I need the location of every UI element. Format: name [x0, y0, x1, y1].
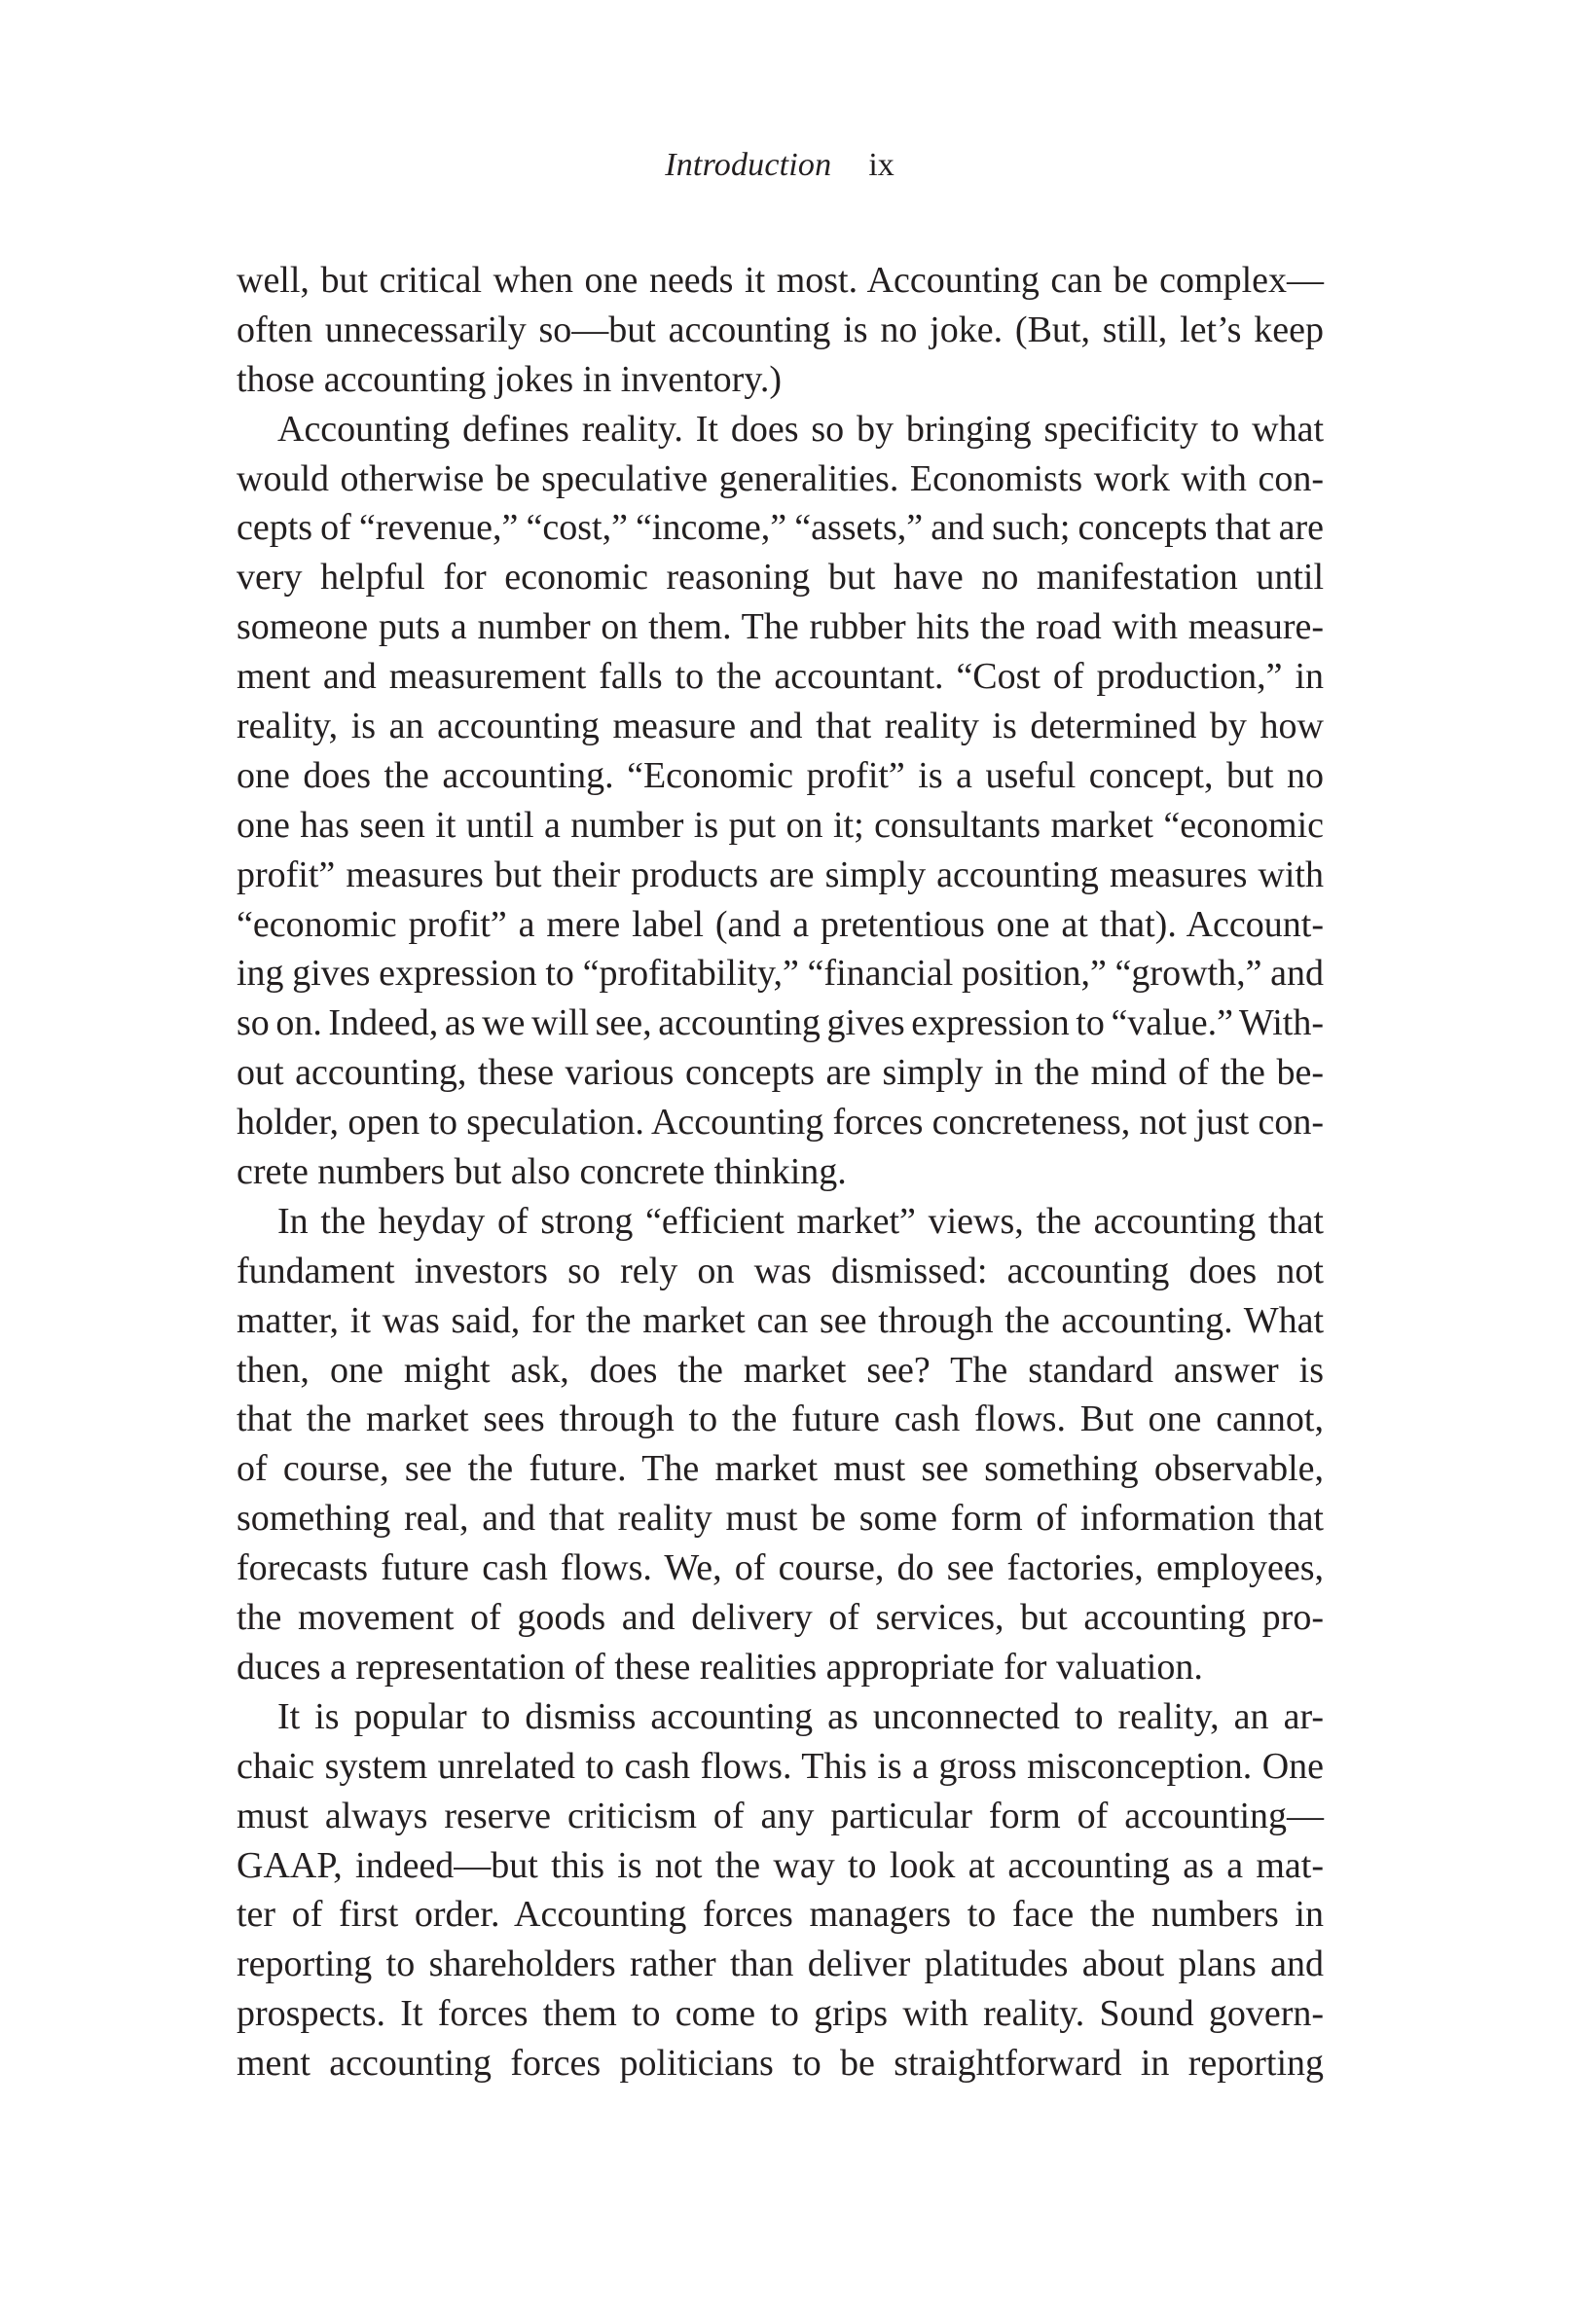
- text-line: out accounting, these various concepts are simply in the mind of the be-: [237, 1052, 1324, 1094]
- paragraph-2: [237, 405, 1324, 1197]
- text-line: forecasts future cash flows. We, of course, do see factories, employees,: [237, 1547, 1324, 1589]
- paragraph-3: [237, 1197, 1324, 1692]
- text-line: crete numbers but also concrete thinking.: [237, 1151, 847, 1193]
- text-line: cepts of “revenue,” “cost,” “income,” “assets,” and such; concepts that are: [237, 507, 1324, 549]
- text-line: one does the accounting. “Economic profit” is a useful concept, but no: [237, 754, 1324, 796]
- paragraph-4: [237, 1692, 1324, 2088]
- text-line: chaic system unrelated to cash flows. This is a gross misconception. One: [237, 1745, 1324, 1787]
- text-line: that the market sees through to the future cash flows. But one cannot,: [237, 1398, 1324, 1440]
- text-line: It is popular to dismiss accounting as unconnected to reality, an ar-: [277, 1695, 1324, 1737]
- text-line: someone puts a number on them. The rubber hits the road with measure-: [237, 606, 1324, 648]
- text-line: would otherwise be speculative generalities. Economists work with con-: [237, 457, 1324, 499]
- text-line: prospects. It forces them to come to grips with reality. Sound govern-: [237, 1993, 1324, 2035]
- text-line: of course, see the future. The market must see something observable,: [237, 1448, 1324, 1490]
- text-line: “economic profit” a mere label (and a pretentious one at that). Account-: [237, 903, 1324, 945]
- text-line: ment accounting forces politicians to be straightforward in reporting: [237, 2043, 1324, 2085]
- page-number: ix: [868, 147, 895, 183]
- text-line: profit” measures but their products are simply accounting measures with: [237, 853, 1324, 895]
- text-line: In the heyday of strong “efficient market” views, the accounting that: [277, 1200, 1324, 1242]
- text-line: then, one might ask, does the market see? The standard answer is: [237, 1349, 1324, 1391]
- text-line: ment and measurement falls to the accountant. “Cost of production,” in: [237, 656, 1324, 698]
- text-line: matter, it was said, for the market can see through the accounting. What: [237, 1299, 1324, 1341]
- text-line: holder, open to speculation. Accounting forces concreteness, not just con-: [237, 1102, 1324, 1144]
- text-line: GAAP, indeed—but this is not the way to look at accounting as a mat-: [237, 1844, 1324, 1886]
- text-line: duces a representation of these realities appropriate for valuation.: [237, 1646, 1203, 1688]
- running-head: [0, 146, 1559, 185]
- body-text: [237, 256, 1324, 2088]
- text-line: reality, is an accounting measure and that reality is determined by how: [237, 706, 1324, 747]
- text-line: ter of first order. Accounting forces managers to face the numbers in: [237, 1894, 1324, 1936]
- text-line: so on. Indeed, as we will see, accounting gives expression to “value.” With-: [237, 1002, 1324, 1044]
- text-line: Accounting defines reality. It does so by bringing specificity to what: [277, 408, 1324, 450]
- text-line: ing gives expression to “profitability,” “financial position,” “growth,” and: [237, 953, 1324, 995]
- running-head-title: Introduction: [665, 147, 832, 183]
- text-line: reporting to shareholders rather than deliver platitudes about plans and: [237, 1943, 1324, 1985]
- text-line: one has seen it until a number is put on it; consultants market “economic: [237, 804, 1324, 846]
- text-line: well, but critical when one needs it most. Accounting can be complex—: [237, 260, 1324, 301]
- text-line: fundament investors so rely on was dismissed: accounting does not: [237, 1250, 1324, 1291]
- text-line: the movement of goods and delivery of services, but accounting pro-: [237, 1597, 1324, 1639]
- text-line: something real, and that reality must be some form of information that: [237, 1498, 1324, 1540]
- text-line: must always reserve criticism of any particular form of accounting—: [237, 1795, 1324, 1836]
- text-line: often unnecessarily so—but accounting is no joke. (But, still, let’s keep: [237, 309, 1324, 350]
- text-line: those accounting jokes in inventory.): [237, 358, 783, 400]
- text-line: very helpful for economic reasoning but have no manifestation until: [237, 557, 1324, 599]
- paragraph-1: [237, 256, 1324, 405]
